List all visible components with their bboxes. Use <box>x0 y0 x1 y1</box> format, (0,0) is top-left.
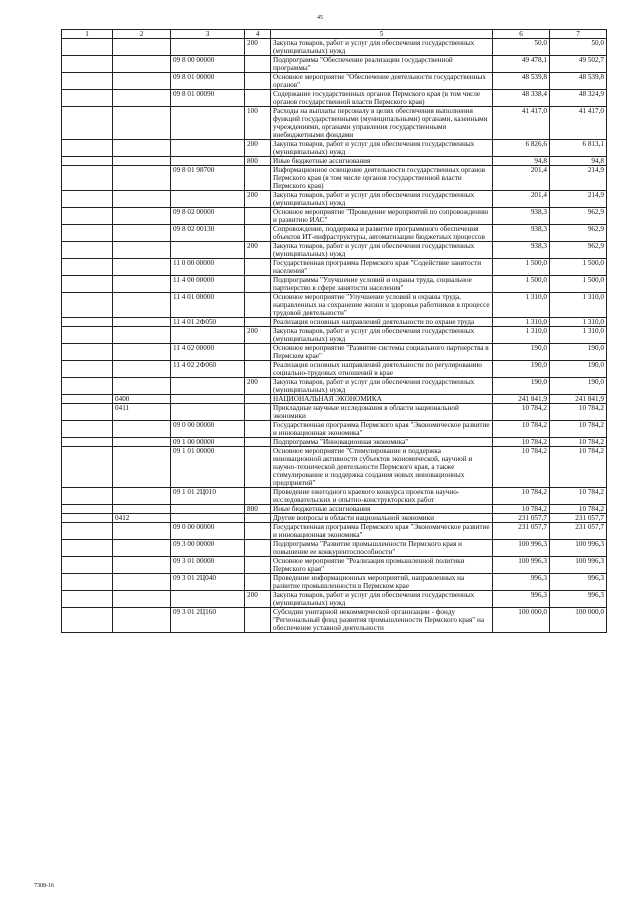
description-cell: Реализация основных направлений деятельности по регулированию социально-трудовых отношений в крае <box>271 361 493 378</box>
subsection-cell <box>113 56 171 73</box>
expense-type-cell <box>245 259 271 276</box>
table-row <box>62 344 607 361</box>
amount-col6-cell: 201,4 <box>493 166 550 191</box>
subsection-cell <box>113 166 171 191</box>
description-cell: НАЦИОНАЛЬНАЯ ЭКОНОМИКА <box>271 395 493 404</box>
section-cell <box>62 259 113 276</box>
amount-col6-cell: 231 057,7 <box>493 514 550 523</box>
description-cell: Основное мероприятие "Развитие системы социального партнерства в Пермском крае" <box>271 344 493 361</box>
expense-type-cell <box>245 208 271 225</box>
subsection-cell <box>113 540 171 557</box>
amount-col7-cell: 214,9 <box>550 191 607 208</box>
section-cell <box>62 293 113 318</box>
amount-col6-cell: 190,0 <box>493 344 550 361</box>
section-cell <box>62 488 113 505</box>
target-article-cell: 09 8 01 98700 <box>171 166 245 191</box>
section-cell <box>62 327 113 344</box>
subsection-cell <box>113 438 171 447</box>
table-row <box>62 276 607 293</box>
expense-type-cell <box>245 557 271 574</box>
column-header: 3 <box>171 30 245 39</box>
description-cell: Основное мероприятие "Обеспечение деятельности государственных органов" <box>271 73 493 90</box>
target-article-cell: 09 8 01 00000 <box>171 73 245 90</box>
description-cell: Расходы на выплаты персоналу в целях обеспечения выполнения функций государственными (муниципальными) органами, казенными учреждениями, органами управления государственными внебюджетными фондами <box>271 107 493 140</box>
description-cell: Проведение ежегодного краевого конкурса проектов научно-исследовательских и опытно-конструкторских работ <box>271 488 493 505</box>
document-code: 7308-16 <box>34 883 54 889</box>
amount-col6-cell: 1 310,0 <box>493 327 550 344</box>
target-article-cell <box>171 157 245 166</box>
target-article-cell: 11 4 00 00000 <box>171 276 245 293</box>
amount-col6-cell: 231 057,7 <box>493 523 550 540</box>
amount-col7-cell: 50,0 <box>550 39 607 56</box>
expense-type-cell <box>245 73 271 90</box>
table-row <box>62 259 607 276</box>
subsection-cell <box>113 208 171 225</box>
section-cell <box>62 208 113 225</box>
amount-col7-cell: 10 784,2 <box>550 438 607 447</box>
subsection-cell <box>113 361 171 378</box>
section-cell <box>62 540 113 557</box>
expense-type-cell <box>245 523 271 540</box>
table-row <box>62 421 607 438</box>
amount-col6-cell: 190,0 <box>493 378 550 395</box>
description-cell: Государственная программа Пермского края "Содействие занятости населения" <box>271 259 493 276</box>
amount-col6-cell: 94,8 <box>493 157 550 166</box>
expense-type-cell <box>245 395 271 404</box>
amount-col6-cell: 100 000,0 <box>493 608 550 633</box>
expense-type-cell <box>245 90 271 107</box>
subsection-cell <box>113 73 171 90</box>
expense-type-cell <box>245 404 271 421</box>
amount-col6-cell: 938,3 <box>493 242 550 259</box>
target-article-cell: 09 1 00 00000 <box>171 438 245 447</box>
subsection-cell <box>113 327 171 344</box>
description-cell: Проведение информационных мероприятий, направленных на развитие промышленности в Пермском крае <box>271 574 493 591</box>
subsection-cell <box>113 157 171 166</box>
amount-col7-cell: 10 784,2 <box>550 447 607 488</box>
amount-col6-cell: 10 784,2 <box>493 421 550 438</box>
subsection-cell <box>113 140 171 157</box>
table-row <box>62 140 607 157</box>
target-article-cell <box>171 395 245 404</box>
subsection-cell <box>113 107 171 140</box>
table-row <box>62 505 607 514</box>
target-article-cell <box>171 591 245 608</box>
section-cell <box>62 166 113 191</box>
amount-col7-cell: 100 000,0 <box>550 608 607 633</box>
amount-col6-cell: 100 996,3 <box>493 557 550 574</box>
amount-col6-cell: 241 841,9 <box>493 395 550 404</box>
section-cell <box>62 447 113 488</box>
description-cell: Содержание государственных органов Пермского края (в том числе органов государственной власти Пермского края) <box>271 90 493 107</box>
target-article-cell: 09 1 01 00000 <box>171 447 245 488</box>
amount-col6-cell: 1 310,0 <box>493 293 550 318</box>
subsection-cell <box>113 191 171 208</box>
subsection-cell <box>113 488 171 505</box>
expense-type-cell <box>245 421 271 438</box>
section-cell <box>62 514 113 523</box>
amount-col6-cell: 10 784,2 <box>493 404 550 421</box>
table-row <box>62 225 607 242</box>
section-cell <box>62 395 113 404</box>
table-row <box>62 608 607 633</box>
amount-col6-cell: 100 996,3 <box>493 540 550 557</box>
amount-col7-cell: 6 813,1 <box>550 140 607 157</box>
target-article-cell: 09 0 00 00000 <box>171 421 245 438</box>
section-cell <box>62 90 113 107</box>
expense-type-cell <box>245 488 271 505</box>
target-article-cell <box>171 242 245 259</box>
table-row <box>62 514 607 523</box>
description-cell: Основное мероприятие "Улучшение условий и охраны труда, направленных на сохранение жизни и здоровья работников в процессе трудовой деятельности" <box>271 293 493 318</box>
amount-col7-cell: 231 057,7 <box>550 514 607 523</box>
section-cell <box>62 318 113 327</box>
column-header: 2 <box>113 30 171 39</box>
amount-col6-cell: 41 417,0 <box>493 107 550 140</box>
amount-col6-cell: 201,4 <box>493 191 550 208</box>
table-row <box>62 208 607 225</box>
column-header: 4 <box>245 30 271 39</box>
target-article-cell: 09 0 00 00000 <box>171 523 245 540</box>
subsection-cell <box>113 39 171 56</box>
table-row <box>62 318 607 327</box>
amount-col7-cell: 1 500,0 <box>550 259 607 276</box>
expense-type-cell <box>245 56 271 73</box>
amount-col7-cell: 10 784,2 <box>550 404 607 421</box>
section-cell <box>62 191 113 208</box>
table-row <box>62 327 607 344</box>
expense-type-cell: 200 <box>245 327 271 344</box>
expense-type-cell: 200 <box>245 39 271 56</box>
subsection-cell <box>113 591 171 608</box>
column-header: 6 <box>493 30 550 39</box>
expense-type-cell: 200 <box>245 191 271 208</box>
column-header: 1 <box>62 30 113 39</box>
amount-col6-cell: 10 784,2 <box>493 438 550 447</box>
amount-col6-cell: 48 338,4 <box>493 90 550 107</box>
amount-col7-cell: 48 324,9 <box>550 90 607 107</box>
table-row <box>62 378 607 395</box>
table-row <box>62 73 607 90</box>
section-cell <box>62 523 113 540</box>
subsection-cell <box>113 574 171 591</box>
expense-type-cell <box>245 438 271 447</box>
table-row <box>62 293 607 318</box>
subsection-cell <box>113 378 171 395</box>
table-row <box>62 361 607 378</box>
table-row <box>62 107 607 140</box>
table-row <box>62 395 607 404</box>
table-row <box>62 90 607 107</box>
amount-col6-cell: 996,3 <box>493 591 550 608</box>
subsection-cell <box>113 293 171 318</box>
amount-col7-cell: 49 502,7 <box>550 56 607 73</box>
amount-col7-cell: 996,3 <box>550 574 607 591</box>
section-cell <box>62 591 113 608</box>
expense-type-cell: 200 <box>245 242 271 259</box>
target-article-cell <box>171 191 245 208</box>
subsection-cell <box>113 90 171 107</box>
description-cell: Закупка товаров, работ и услуг для обеспечения государственных (муниципальных) нужд <box>271 242 493 259</box>
subsection-cell: 0411 <box>113 404 171 421</box>
amount-col7-cell: 231 057,7 <box>550 523 607 540</box>
subsection-cell <box>113 242 171 259</box>
description-cell: Закупка товаров, работ и услуг для обеспечения государственных (муниципальных) нужд <box>271 327 493 344</box>
expense-type-cell: 200 <box>245 591 271 608</box>
amount-col6-cell: 49 478,1 <box>493 56 550 73</box>
expense-type-cell: 800 <box>245 157 271 166</box>
expense-type-cell: 100 <box>245 107 271 140</box>
target-article-cell <box>171 404 245 421</box>
target-article-cell <box>171 107 245 140</box>
subsection-cell <box>113 225 171 242</box>
target-article-cell <box>171 505 245 514</box>
subsection-cell <box>113 523 171 540</box>
expense-type-cell <box>245 166 271 191</box>
amount-col7-cell: 100 996,3 <box>550 540 607 557</box>
description-cell: Иные бюджетные ассигнования <box>271 157 493 166</box>
expense-type-cell <box>245 361 271 378</box>
amount-col6-cell: 190,0 <box>493 361 550 378</box>
expense-type-cell: 200 <box>245 140 271 157</box>
amount-col7-cell: 1 310,0 <box>550 327 607 344</box>
page-number: 45 <box>317 15 323 21</box>
section-cell <box>62 140 113 157</box>
subsection-cell <box>113 259 171 276</box>
description-cell: Подпрограмма "Улучшение условий и охраны труда, социальное партнерство в сфере занятости населения" <box>271 276 493 293</box>
amount-col7-cell: 10 784,2 <box>550 488 607 505</box>
expense-type-cell <box>245 225 271 242</box>
target-article-cell: 09 3 00 00000 <box>171 540 245 557</box>
target-article-cell: 09 8 02 00000 <box>171 208 245 225</box>
description-cell: Основное мероприятие "Стимулирование и поддержка инновационной активности субъектов экономической, научной и научно-технической деятельности Пермского края, а также стимулирование и поддержка создания новых инновационных предприятий" <box>271 447 493 488</box>
description-cell: Государственная программа Пермского края "Экономическое развитие и инновационная экономика" <box>271 523 493 540</box>
amount-col7-cell: 1 310,0 <box>550 293 607 318</box>
subsection-cell: 0412 <box>113 514 171 523</box>
table-row <box>62 540 607 557</box>
expense-type-cell <box>245 574 271 591</box>
amount-col7-cell: 241 841,9 <box>550 395 607 404</box>
table-row <box>62 39 607 56</box>
table-row <box>62 404 607 421</box>
amount-col7-cell: 962,9 <box>550 208 607 225</box>
section-cell <box>62 505 113 514</box>
description-cell: Иные бюджетные ассигнования <box>271 505 493 514</box>
section-cell <box>62 378 113 395</box>
subsection-cell <box>113 318 171 327</box>
section-cell <box>62 225 113 242</box>
section-cell <box>62 276 113 293</box>
amount-col7-cell: 1 310,0 <box>550 318 607 327</box>
target-article-cell <box>171 327 245 344</box>
expense-type-cell <box>245 447 271 488</box>
amount-col6-cell: 10 784,2 <box>493 488 550 505</box>
amount-col6-cell: 996,3 <box>493 574 550 591</box>
amount-col6-cell: 6 826,6 <box>493 140 550 157</box>
amount-col7-cell: 190,0 <box>550 378 607 395</box>
section-cell <box>62 344 113 361</box>
description-cell: Закупка товаров, работ и услуг для обеспечения государственных (муниципальных) нужд <box>271 39 493 56</box>
section-cell <box>62 56 113 73</box>
subsection-cell <box>113 447 171 488</box>
table-row <box>62 166 607 191</box>
header-row <box>62 30 607 39</box>
subsection-cell <box>113 421 171 438</box>
column-header: 5 <box>271 30 493 39</box>
table-row <box>62 523 607 540</box>
target-article-cell: 09 8 00 00000 <box>171 56 245 73</box>
expense-type-cell <box>245 344 271 361</box>
amount-col6-cell: 1 310,0 <box>493 318 550 327</box>
amount-col6-cell: 938,3 <box>493 208 550 225</box>
section-cell <box>62 438 113 447</box>
amount-col7-cell: 10 784,2 <box>550 505 607 514</box>
section-cell <box>62 157 113 166</box>
amount-col6-cell: 10 784,2 <box>493 505 550 514</box>
description-cell: Закупка товаров, работ и услуг для обеспечения государственных (муниципальных) нужд <box>271 378 493 395</box>
subsection-cell: 0400 <box>113 395 171 404</box>
table-row <box>62 157 607 166</box>
description-cell: Сопровождение, поддержка и развитие программного обеспечения объектов ИТ-инфраструктуры, автоматизации бюджетных процессов <box>271 225 493 242</box>
description-cell: Прикладные научные исследования в области национальной экономики <box>271 404 493 421</box>
expense-type-cell <box>245 540 271 557</box>
amount-col7-cell: 190,0 <box>550 361 607 378</box>
budget-table <box>61 29 607 633</box>
amount-col7-cell: 962,9 <box>550 225 607 242</box>
section-cell <box>62 404 113 421</box>
target-article-cell <box>171 514 245 523</box>
target-article-cell: 09 8 02 00130 <box>171 225 245 242</box>
amount-col6-cell: 1 500,0 <box>493 259 550 276</box>
expense-type-cell: 800 <box>245 505 271 514</box>
target-article-cell <box>171 378 245 395</box>
section-cell <box>62 557 113 574</box>
expense-type-cell <box>245 514 271 523</box>
expense-type-cell <box>245 318 271 327</box>
description-cell: Другие вопросы в области национальной экономики <box>271 514 493 523</box>
description-cell: Основное мероприятие "Проведение мероприятий по сопровождению и развитию ИАС" <box>271 208 493 225</box>
target-article-cell: 11 4 02 2Ф060 <box>171 361 245 378</box>
description-cell: Закупка товаров, работ и услуг для обеспечения государственных (муниципальных) нужд <box>271 140 493 157</box>
table-row <box>62 191 607 208</box>
table-row <box>62 591 607 608</box>
amount-col7-cell: 100 996,3 <box>550 557 607 574</box>
amount-col6-cell: 1 500,0 <box>493 276 550 293</box>
section-cell <box>62 242 113 259</box>
expense-type-cell: 200 <box>245 378 271 395</box>
target-article-cell <box>171 39 245 56</box>
expense-type-cell <box>245 608 271 633</box>
section-cell <box>62 39 113 56</box>
target-article-cell: 11 4 02 00000 <box>171 344 245 361</box>
subsection-cell <box>113 557 171 574</box>
amount-col7-cell: 48 539,8 <box>550 73 607 90</box>
section-cell <box>62 421 113 438</box>
expense-type-cell <box>245 276 271 293</box>
table-row <box>62 488 607 505</box>
target-article-cell: 11 4 01 00000 <box>171 293 245 318</box>
target-article-cell: 11 0 00 00000 <box>171 259 245 276</box>
subsection-cell <box>113 344 171 361</box>
description-cell: Закупка товаров, работ и услуг для обеспечения государственных (муниципальных) нужд <box>271 591 493 608</box>
amount-col7-cell: 10 784,2 <box>550 421 607 438</box>
expense-type-cell <box>245 293 271 318</box>
subsection-cell <box>113 505 171 514</box>
description-cell: Реализация основных направлений деятельности по охране труда <box>271 318 493 327</box>
amount-col7-cell: 190,0 <box>550 344 607 361</box>
table-row <box>62 557 607 574</box>
target-article-cell: 09 3 01 2Ц040 <box>171 574 245 591</box>
amount-col6-cell: 10 784,2 <box>493 447 550 488</box>
section-cell <box>62 574 113 591</box>
table-row <box>62 574 607 591</box>
subsection-cell <box>113 276 171 293</box>
target-article-cell: 09 1 01 2Ц010 <box>171 488 245 505</box>
amount-col6-cell: 938,3 <box>493 225 550 242</box>
section-cell <box>62 107 113 140</box>
column-header: 7 <box>550 30 607 39</box>
amount-col7-cell: 94,8 <box>550 157 607 166</box>
target-article-cell: 09 3 01 2Ц160 <box>171 608 245 633</box>
target-article-cell: 11 4 01 2Ф050 <box>171 318 245 327</box>
description-cell: Субсидии унитарной некоммерческой организации - фонду "Региональный фонд развития промышленности Пермского края" на обеспечение уставной деятельности <box>271 608 493 633</box>
amount-col7-cell: 962,9 <box>550 242 607 259</box>
subsection-cell <box>113 608 171 633</box>
table-row <box>62 56 607 73</box>
description-cell: Государственная программа Пермского края "Экономическое развитие и инновационная экономика" <box>271 421 493 438</box>
amount-col6-cell: 48 539,8 <box>493 73 550 90</box>
amount-col7-cell: 214,9 <box>550 166 607 191</box>
description-cell: Информационное освещение деятельности государственных органов Пермского края (в том числе органов государственной власти Пермского края) <box>271 166 493 191</box>
target-article-cell <box>171 140 245 157</box>
section-cell <box>62 73 113 90</box>
amount-col6-cell: 50,0 <box>493 39 550 56</box>
table-row <box>62 438 607 447</box>
description-cell: Закупка товаров, работ и услуг для обеспечения государственных (муниципальных) нужд <box>271 191 493 208</box>
description-cell: Основное мероприятие "Реализация промышленной политики Пермского края" <box>271 557 493 574</box>
section-cell <box>62 361 113 378</box>
section-cell <box>62 608 113 633</box>
description-cell: Подпрограмма "Обеспечение реализации государственной программы" <box>271 56 493 73</box>
amount-col7-cell: 41 417,0 <box>550 107 607 140</box>
amount-col7-cell: 996,3 <box>550 591 607 608</box>
amount-col7-cell: 1 500,0 <box>550 276 607 293</box>
table-row <box>62 242 607 259</box>
description-cell: Подпрограмма "Развитие промышленности Пермского края и повышение ее конкурентоспособности" <box>271 540 493 557</box>
target-article-cell: 09 3 01 00000 <box>171 557 245 574</box>
description-cell: Подпрограмма "Инновационная экономика" <box>271 438 493 447</box>
target-article-cell: 09 8 01 00090 <box>171 90 245 107</box>
table-row <box>62 447 607 488</box>
